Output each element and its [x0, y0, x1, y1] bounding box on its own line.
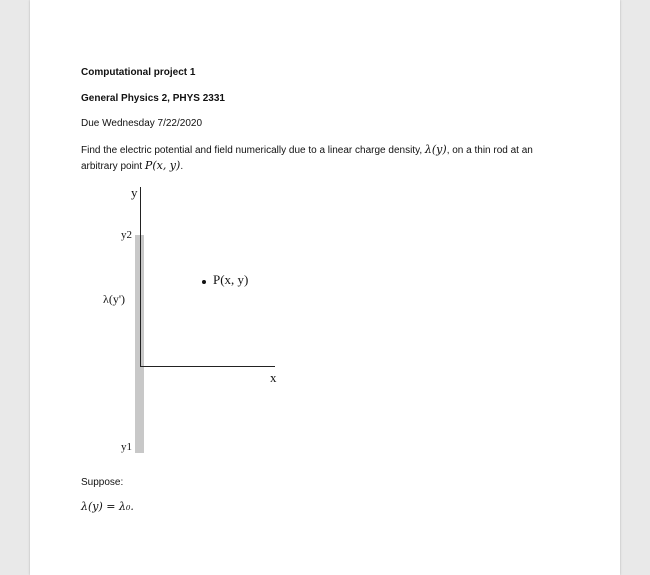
due-date: Due Wednesday 7/22/2020 [81, 118, 203, 129]
prompt-line-1 [81, 143, 533, 156]
suppose-label: Suppose: [81, 477, 124, 488]
prompt-text: Find the electric potential and field numerically due to a linear charge density, [81, 145, 425, 156]
charge-density-equation: λ(y) = λ₀. [81, 500, 134, 513]
y1-label: y1 [121, 441, 132, 453]
point-p-label: P(x, y) [213, 272, 249, 287]
prompt-text: arbitrary point [81, 161, 145, 172]
y-axis [140, 187, 141, 367]
x-axis [140, 366, 275, 367]
y2-label: y2 [121, 229, 132, 241]
lambda-label: λ(y') [103, 292, 125, 306]
prompt-line-2 [81, 159, 183, 172]
document-title: Computational project 1 [81, 67, 196, 78]
prompt-text-end: . [180, 161, 184, 172]
course-name: General Physics 2, PHYS 2331 [81, 93, 225, 104]
x-axis-label: x [270, 370, 277, 385]
point-function: P(x, y) [144, 159, 181, 172]
point-p-marker [202, 280, 206, 284]
y-axis-label: y [131, 185, 138, 200]
prompt-text-end: , on a thin rod at an [446, 145, 533, 156]
lambda-function: λ(y) [424, 143, 447, 156]
document-page [30, 0, 620, 575]
